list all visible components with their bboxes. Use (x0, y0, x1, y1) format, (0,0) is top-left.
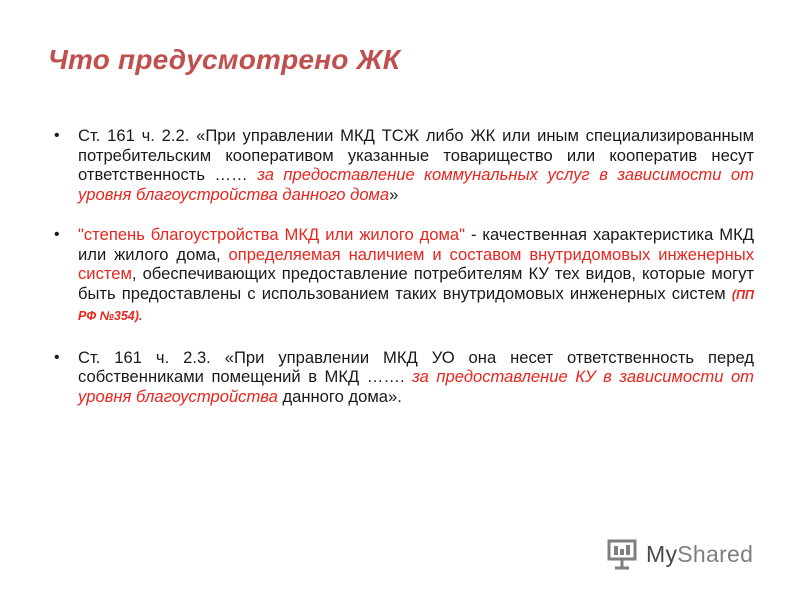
bullet-highlight: за предоставление коммунальных услуг в зависимости от уровня благоустройства данного дома (78, 165, 754, 204)
bullet-marker: • (54, 226, 60, 243)
source-reference: (ПП РФ №354). (78, 287, 754, 323)
watermark-text: MyShared (646, 540, 754, 567)
bullet-text: Ст. 161 ч. 2.2. «При управлении МКД ТСЖ либо ЖК или иным специализированным потребительским кооперативом указанные товарищество или кооператив несут ответственность …… (78, 126, 754, 184)
watermark-logo (606, 536, 766, 572)
bullet-text: - качественная характеристика МКД или жилого дома, (78, 225, 754, 264)
bullet-item-1 (54, 126, 754, 204)
bullet-item-3 (54, 348, 754, 407)
bullet-text: » (389, 184, 399, 204)
bullet-text: , обеспечивающих предоставление потребителям КУ тех видов, которые могут быть предоставлены с использованием таких внутридомовых инженерных систем (78, 264, 754, 303)
slide-title: Что предусмотрено ЖК (48, 44, 401, 75)
bullet-marker: • (54, 348, 60, 366)
bullet-text: данного дома». (277, 386, 402, 406)
bullet-highlight: "степень благоустройства МКД или жилого дома" (78, 225, 466, 244)
bullet-marker: • (54, 127, 60, 144)
presentation-board-icon (606, 537, 640, 571)
bullet-text: Ст. 161 ч. 2.3. «При управлении МКД УО она несет ответственность перед собственниками помещений в МКД ……. (78, 347, 754, 386)
bullet-highlight: за предоставление КУ в зависимости от уровня благоустройства (78, 367, 754, 406)
bullet-highlight: определяемая наличием и составом внутридомовых инженерных систем (78, 244, 754, 283)
bullet-item-2 (54, 225, 754, 327)
bullet-list (54, 126, 754, 427)
